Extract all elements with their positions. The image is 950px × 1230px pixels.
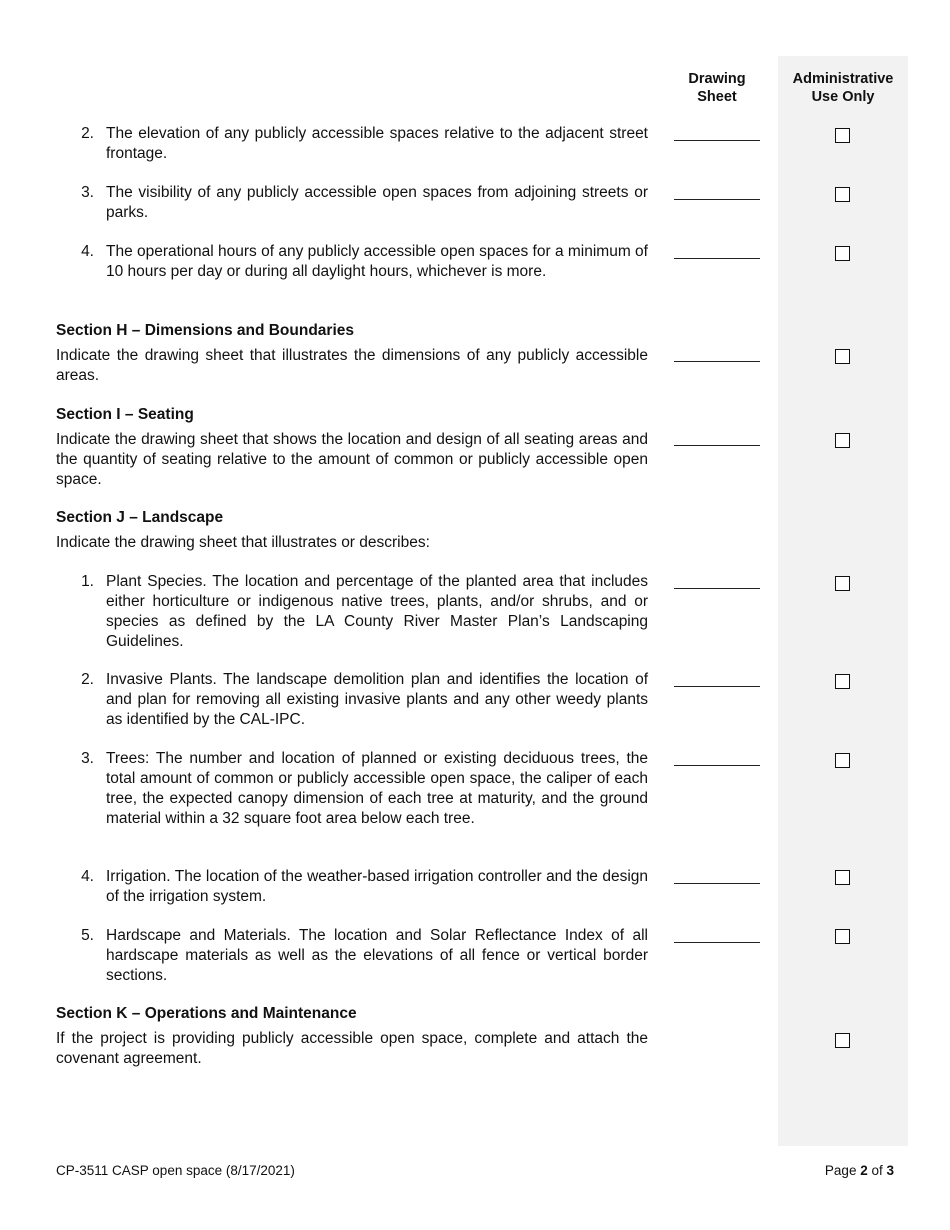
drawing-sheet-field-j4[interactable] bbox=[674, 883, 760, 884]
footer-page-number bbox=[825, 1163, 894, 1179]
drawing-sheet-field-j3[interactable] bbox=[674, 765, 760, 766]
admin-use-header bbox=[778, 70, 908, 106]
admin-checkbox-g3[interactable] bbox=[835, 187, 850, 202]
list-item-text: Plant Species. The location and percentage of the planted area that includes either horticulture or indigenous native trees, plants, and/or shrubs, and or species as defined by the LA County River Master Plan’s Landscaping Guidelines. bbox=[106, 573, 648, 650]
section-j-intro: Indicate the drawing sheet that illustrates or describes: bbox=[56, 534, 430, 551]
list-item-number: 2. bbox=[81, 125, 94, 142]
list-item-j1 bbox=[56, 572, 648, 652]
drawing-sheet-field-g2[interactable] bbox=[674, 140, 760, 141]
list-item-g2 bbox=[56, 124, 648, 164]
list-item-text: The visibility of any publicly accessible open spaces from adjoining streets or parks. bbox=[106, 184, 648, 221]
list-item-number: 2. bbox=[81, 671, 94, 688]
admin-checkbox-h[interactable] bbox=[835, 349, 850, 364]
section-j-heading: Section J – Landscape bbox=[56, 509, 224, 526]
list-item-g3 bbox=[56, 183, 648, 223]
drawing-sheet-field-j5[interactable] bbox=[674, 942, 760, 943]
list-item-text: Invasive Plants. The landscape demolition plan and identifies the location of and plan for removing all existing invasive plants and any other weedy plants as identified by the CAL-IPC. bbox=[106, 671, 648, 728]
page-total: 3 bbox=[886, 1163, 894, 1178]
list-item-j5 bbox=[56, 926, 648, 986]
drawing-sheet-field-j1[interactable] bbox=[674, 588, 760, 589]
drawing-sheet-field-g4[interactable] bbox=[674, 258, 760, 259]
list-item-number: 4. bbox=[81, 868, 94, 885]
list-item-number: 1. bbox=[81, 573, 94, 590]
list-item-number: 3. bbox=[81, 750, 94, 767]
drawing-sheet-field-j2[interactable] bbox=[674, 686, 760, 687]
drawing-sheet-header-line1: Drawing bbox=[688, 71, 746, 87]
admin-use-header-line1: Administrative bbox=[792, 71, 894, 87]
admin-checkbox-i[interactable] bbox=[835, 433, 850, 448]
list-item-j2 bbox=[56, 670, 648, 730]
admin-checkbox-j2[interactable] bbox=[835, 674, 850, 689]
admin-use-header-line2: Use Only bbox=[811, 89, 875, 105]
page-current: 2 bbox=[860, 1163, 868, 1178]
section-i-heading: Section I – Seating bbox=[56, 406, 194, 423]
list-item-number: 5. bbox=[81, 927, 94, 944]
list-item-text: The elevation of any publicly accessible spaces relative to the adjacent street frontage. bbox=[106, 125, 648, 162]
list-item-text: Irrigation. The location of the weather-based irrigation controller and the design of the irrigation system. bbox=[106, 868, 648, 905]
footer-form-id: CP-3511 CASP open space (8/17/2021) bbox=[56, 1163, 295, 1178]
drawing-sheet-field-g3[interactable] bbox=[674, 199, 760, 200]
drawing-sheet-header-line2: Sheet bbox=[697, 89, 737, 105]
admin-checkbox-g2[interactable] bbox=[835, 128, 850, 143]
admin-checkbox-g4[interactable] bbox=[835, 246, 850, 261]
drawing-sheet-header bbox=[672, 70, 762, 106]
list-item-text: Trees: The number and location of planned or existing deciduous trees, the total amount of common or publicly accessible open space, the caliper of each tree, the expected canopy dimension of each tree at maturity, and the ground material within a 32 square foot area below each tree. bbox=[106, 750, 648, 827]
section-i-text: Indicate the drawing sheet that shows the location and design of all seating areas and the quantity of seating relative to the amount of common or publicly accessible open space. bbox=[56, 431, 648, 488]
admin-checkbox-j3[interactable] bbox=[835, 753, 850, 768]
list-item-number: 4. bbox=[81, 243, 94, 260]
drawing-sheet-field-h[interactable] bbox=[674, 361, 760, 362]
list-item-j3 bbox=[56, 749, 648, 829]
section-k-text: If the project is providing publicly accessible open space, complete and attach the covenant agreement. bbox=[56, 1030, 648, 1067]
section-h-heading: Section H – Dimensions and Boundaries bbox=[56, 322, 355, 339]
section-k-heading: Section K – Operations and Maintenance bbox=[56, 1005, 357, 1022]
admin-checkbox-j5[interactable] bbox=[835, 929, 850, 944]
list-item-text: Hardscape and Materials. The location and Solar Reflectance Index of all hardscape materials as well as the elevations of all fence or vertical border sections. bbox=[106, 927, 648, 984]
page-prefix: Page bbox=[824, 1163, 861, 1178]
admin-checkbox-j1[interactable] bbox=[835, 576, 850, 591]
administrative-column-shading bbox=[778, 56, 908, 1146]
list-item-text: The operational hours of any publicly accessible open spaces for a minimum of 10 hours per day or during all daylight hours, whichever is more. bbox=[106, 243, 648, 280]
drawing-sheet-field-i[interactable] bbox=[674, 445, 760, 446]
admin-checkbox-j4[interactable] bbox=[835, 870, 850, 885]
admin-checkbox-k[interactable] bbox=[835, 1033, 850, 1048]
list-item-g4 bbox=[56, 242, 648, 282]
list-item-number: 3. bbox=[81, 184, 94, 201]
section-h-text: Indicate the drawing sheet that illustrates the dimensions of any publicly accessible areas. bbox=[56, 347, 648, 384]
page-of: of bbox=[867, 1163, 887, 1178]
list-item-j4 bbox=[56, 867, 648, 907]
